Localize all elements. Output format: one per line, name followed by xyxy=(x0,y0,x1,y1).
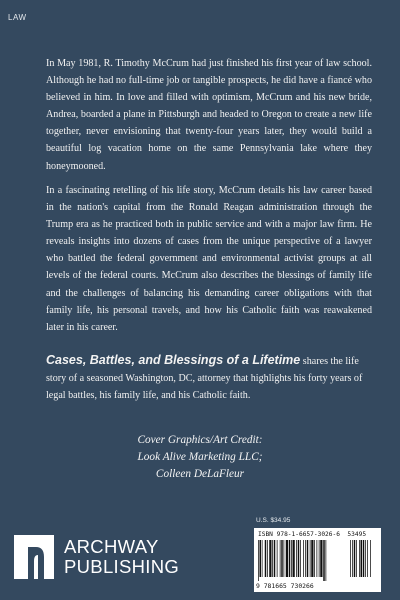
publisher-logo xyxy=(14,535,179,579)
barcode-bar xyxy=(323,540,325,581)
summary-text: shares the life story of a seasoned Washington, DC, attorney that highlights his forty years of legal battles, his family life, and his Catholic faith. xyxy=(46,356,363,402)
barcode-bar xyxy=(281,540,283,577)
publisher-name xyxy=(64,537,179,577)
barcode-bar xyxy=(326,540,327,581)
barcode-bar xyxy=(286,540,288,577)
addon-bar xyxy=(370,540,371,577)
isbn-barcode xyxy=(254,528,381,592)
category-label: LAW xyxy=(8,13,27,22)
isbn-addon: 53495 xyxy=(347,531,367,538)
addon-bar xyxy=(367,540,368,577)
barcode-bar xyxy=(303,540,304,577)
summary-paragraph xyxy=(46,352,372,404)
credit-line-3: Colleen DeLaFleur xyxy=(155,468,245,480)
credit-line-1: Cover Graphics/Art Credit: xyxy=(137,434,263,446)
publisher-name-line-2: PUBLISHING xyxy=(64,556,180,577)
archway-logo-icon xyxy=(14,535,54,579)
barcode-bar xyxy=(291,540,292,577)
barcode-bar xyxy=(300,540,301,577)
barcode-bar xyxy=(260,540,262,577)
addon-bar xyxy=(350,540,351,577)
barcode-bar xyxy=(280,540,281,577)
barcode-bar xyxy=(298,540,300,577)
isbn-label xyxy=(258,531,377,539)
publisher-name-line-1: ARCHWAY xyxy=(64,536,159,557)
barcode-bar xyxy=(293,540,295,577)
barcode-digits: 9 781665 730266 xyxy=(256,582,314,590)
barcode-bar xyxy=(258,540,259,581)
barcode-bars xyxy=(258,540,377,581)
barcode-bar xyxy=(296,540,297,577)
barcode-bar xyxy=(314,540,315,577)
blurb-paragraph-2: In a fascinating retelling of his life story, McCrum details his law career based in the nation's capital from the Ronald Reagan administration through the Trump era as he practiced both in public service and with a major law firm. He reveals insights into dozens of cases from the unique perspective of a lawyer who battled the federal government and environmental activist groups at all levels of the federal courts. McCrum also describes the blessings of family life and the challenges of balancing his demanding career obligations with that family life, his personal travels, and how his Catholic faith was reawakened later in his career. xyxy=(46,185,372,333)
addon-bar xyxy=(359,540,360,577)
addon-bar xyxy=(356,540,357,577)
addon-bar xyxy=(365,540,366,577)
barcode-bar xyxy=(265,540,267,577)
cover-credits xyxy=(0,432,400,483)
barcode-bar xyxy=(267,540,268,577)
barcode-bar xyxy=(272,540,273,577)
barcode-bar xyxy=(262,540,263,577)
addon-bar xyxy=(354,540,356,577)
barcode-bar xyxy=(277,540,278,577)
barcode-bar xyxy=(305,540,306,577)
barcode-bar xyxy=(317,540,318,577)
blurb-paragraph-1: In May 1981, R. Timothy McCrum had just finished his first year of law school. Although he had no full-time job or tangible prospects, he did have a fiancé who believed in him. In love and filled with optimism, McCrum and his new bride, Andrea, boarded a plane in Pittsburgh and headed to Oregon to create a new life together, never envisioning that twenty-four years later, they would build a beautiful log vacation home on the same Pennsylvania lake where they honeymooned. xyxy=(46,58,372,172)
barcode-bar xyxy=(284,540,285,577)
barcode-bar xyxy=(320,540,322,577)
price-label: U.S. $34.95 xyxy=(256,517,291,524)
addon-bar xyxy=(363,540,365,577)
barcode-bar xyxy=(269,540,271,577)
credit-line-2: Look Alive Marketing LLC; xyxy=(137,451,263,463)
isbn-number: ISBN 978-1-6657-3026-6 xyxy=(258,531,340,538)
addon-bar xyxy=(352,540,353,577)
barcode-bar xyxy=(311,540,313,577)
barcode-bar xyxy=(319,540,320,577)
book-title: Cases, Battles, and Blessings of a Lifetime xyxy=(46,353,301,367)
barcode-bar xyxy=(307,540,309,577)
barcode-bar xyxy=(289,540,291,577)
barcode-bar xyxy=(310,540,311,577)
addon-bar xyxy=(361,540,363,577)
barcode-bar xyxy=(274,540,276,577)
